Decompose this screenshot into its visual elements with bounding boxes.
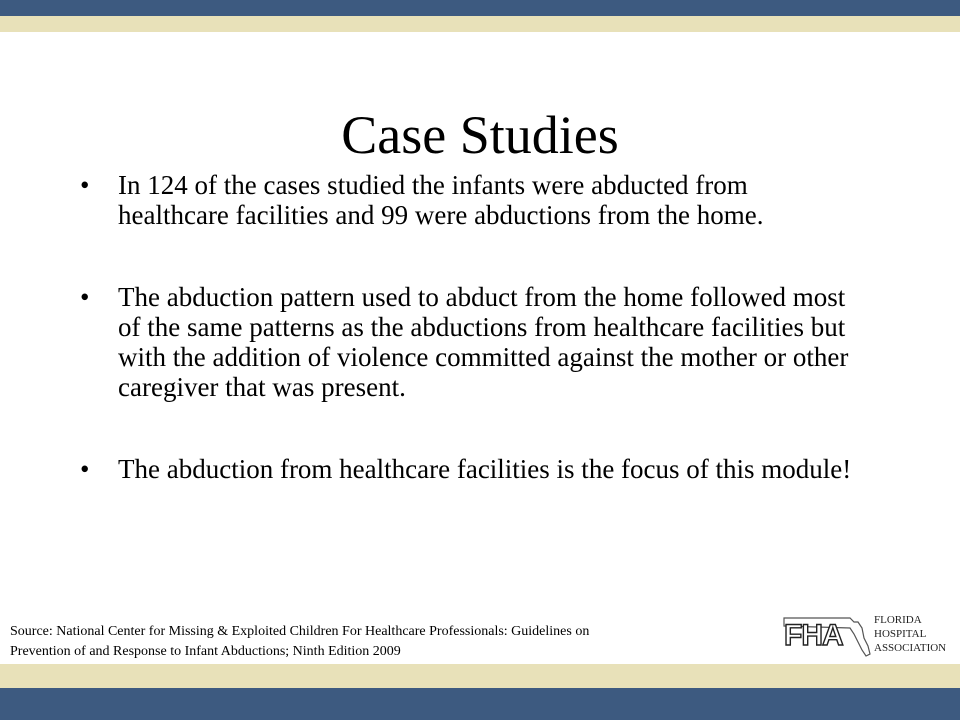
- bullet-dot-icon: •: [80, 282, 90, 312]
- bullet-dot-icon: •: [80, 170, 90, 200]
- bullet-item: [80, 282, 858, 402]
- bottom-cream-band: [0, 664, 960, 688]
- bullet-item: [80, 170, 858, 230]
- bullet-text: In 124 of the cases studied the infants were abducted from healthcare facilities and 99 were abductions from the home.: [118, 170, 764, 230]
- bullet-dot-icon: •: [80, 454, 90, 484]
- source-line: Prevention of and Response to Infant Abductions; Ninth Edition 2009: [10, 644, 401, 659]
- bottom-blue-band: [0, 688, 960, 720]
- slide-title: Case Studies: [341, 105, 619, 166]
- bullet-text: The abduction from healthcare facilities is the focus of this module!: [118, 454, 852, 484]
- top-cream-band: [0, 16, 960, 32]
- fha-logo: [780, 608, 950, 660]
- bullet-item: [80, 454, 858, 484]
- bullet-text: The abduction pattern used to abduct from the home followed most of the same patterns as the abductions from healthcare facilities but with the addition of violence committed against the mother or other caregiver that was present.: [118, 282, 849, 402]
- fha-logo-letters: FHA: [784, 619, 843, 652]
- fha-logo-line1: FLORIDA: [874, 614, 922, 626]
- fha-logo-line3: ASSOCIATION: [874, 642, 947, 654]
- fha-logo-line2: HOSPITAL: [874, 628, 927, 640]
- top-blue-band: [0, 0, 960, 16]
- source-citation: [10, 622, 710, 662]
- bullet-list: [80, 170, 858, 484]
- source-line: Source: National Center for Missing & Exploited Children For Healthcare Professionals: Guidelines on: [10, 624, 590, 639]
